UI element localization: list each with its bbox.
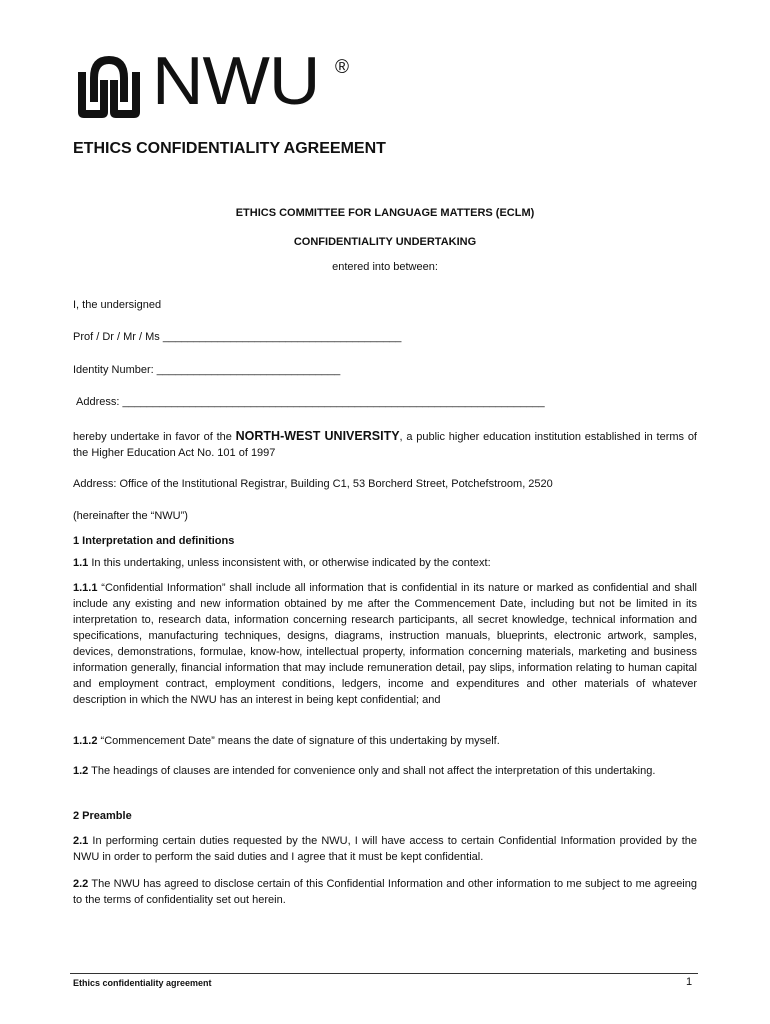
registered-mark: ®: [335, 57, 349, 78]
clause-1-1-2: 1.1.2 “Commencement Date” means the date of signature of this undertaking by myself.: [73, 735, 500, 747]
footer-label: Ethics confidentiality agreement: [73, 978, 212, 988]
address-field[interactable]: Address: _____________________________________________________________________: [76, 396, 545, 408]
section-2-heading: 2 Preamble: [73, 810, 132, 822]
nwu-emblem-icon: [72, 50, 146, 120]
nwu-address-text: Address: Office of the Institutional Registrar, Building C1, 53 Borcherd Street, Potchefstroom, 2520: [73, 478, 553, 490]
undersigned-text: I, the undersigned: [73, 299, 162, 311]
clause-1-1: 1.1 In this undertaking, unless inconsistent with, or otherwise indicated by the context:: [73, 557, 491, 569]
university-name: NORTH-WEST UNIVERSITY: [235, 429, 400, 443]
name-field[interactable]: Prof / Dr / Mr / Ms _______________________________________: [73, 331, 402, 343]
clause-2-1: 2.1 In performing certain duties requested by the NWU, I will have access to certain Confidential Information provided by the NWU in order to perform the said duties and I agree that it must be kept confidential.: [73, 835, 697, 863]
committee-heading: ETHICS COMMITTEE FOR LANGUAGE MATTERS (ECLM): [235, 207, 535, 219]
clause-1-1-1: 1.1.1 “Confidential Information” shall include all information that is confidential in its nature or marked as confidential and shall include any existing and new information obtained by me after the Commencement Date, including but not be limited in its interpretation to, research data, information concerning research participants, all secret knowledge, technical information and specifications, manufacturing techniques, designs, diagrams, instruction manuals, blueprints, electronic artwork, samples, devices, demonstrations, formulae, know-how, intellectual property, information concerning materials, marketing and business information generally, financial information that may include remuneration detail, pay slips, information relating to human capital and employment contract, employment conditions, ledgers, income and expenditures and other materials of whatever description in which the NWU has an interest in being kept confidential; and: [73, 582, 697, 706]
page-number: 1: [686, 976, 693, 988]
clause-2-2: 2.2 The NWU has agreed to disclose certain of this Confidential Information and other information to me subject to me agreeing to the terms of confidentiality set out herein.: [73, 878, 697, 906]
hereinafter-text: (hereinafter the “NWU”): [73, 510, 188, 522]
undertaking-heading: CONFIDENTIALITY UNDERTAKING: [293, 236, 477, 248]
section-1-heading: 1 Interpretation and definitions: [73, 535, 235, 547]
entered-into-text: entered into between:: [332, 261, 438, 273]
logo-wordmark: NWU: [152, 43, 320, 119]
document-title: ETHICS CONFIDENTIALITY AGREEMENT: [73, 140, 386, 157]
identity-number-field[interactable]: Identity Number: ______________________________: [73, 364, 341, 376]
footer-divider: [70, 973, 698, 974]
hereby-paragraph: hereby undertake in favor of the NORTH-WEST UNIVERSITY, a public higher education institution established in terms of the Higher Education Act No. 101 of 1997: [73, 429, 697, 459]
nwu-logo: [72, 43, 320, 120]
clause-1-2: 1.2 The headings of clauses are intended for convenience only and shall not affect the interpretation of this undertaking.: [73, 765, 656, 777]
